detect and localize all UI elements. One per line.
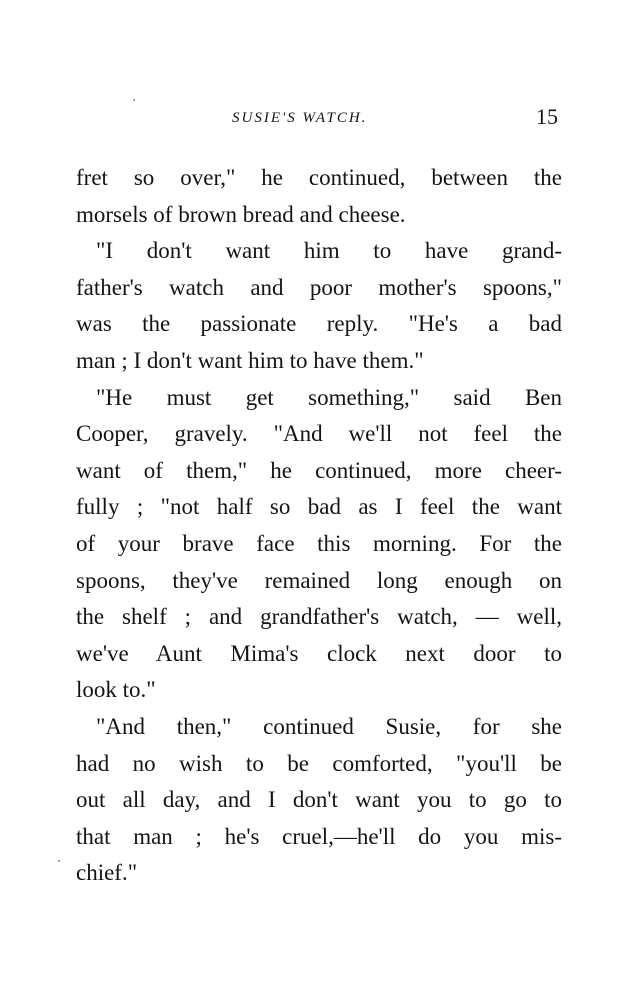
text-line: fully ; "not half so bad as I feel the want <box>76 494 562 520</box>
text-line: that man ; he's cruel,—he'll do you mis- <box>76 823 562 849</box>
text-line: of your brave face this morning. For the <box>76 530 562 556</box>
text-line: we've Aunt Mima's clock next door to <box>76 640 562 666</box>
page-number: 15 <box>536 104 558 129</box>
text-line: "He must get something," said Ben <box>96 384 562 410</box>
text-line: spoons, they've remained long enough on <box>76 567 562 593</box>
text-line: fret so over," he continued, between the <box>76 165 562 190</box>
text-line: Cooper, gravely. "And we'll not feel the <box>76 421 562 447</box>
text-line: look to." <box>76 677 156 703</box>
text-line: "I don't want him to have grand- <box>96 238 562 264</box>
body-text <box>76 160 562 892</box>
text-line: father's watch and poor mother's spoons," <box>76 274 562 300</box>
running-head <box>76 104 562 134</box>
text-line: chief." <box>76 860 138 886</box>
text-line: the shelf ; and grandfather's watch, — well, <box>76 604 562 630</box>
text-line: was the passionate reply. "He's a bad <box>76 311 562 337</box>
page-speck <box>58 860 60 862</box>
text-line: "And then," continued Susie, for she <box>96 713 562 739</box>
running-title: SUSIE'S WATCH. <box>232 110 368 126</box>
text-line: want of them," he continued, more cheer- <box>76 457 562 483</box>
text-line: out all day, and I don't want you to go to <box>76 787 562 813</box>
page-speck <box>133 99 135 101</box>
text-line: man ; I don't want him to have them." <box>76 347 424 373</box>
text-line: morsels of brown bread and cheese. <box>76 201 406 227</box>
text-line: had no wish to be comforted, "you'll be <box>76 750 562 776</box>
